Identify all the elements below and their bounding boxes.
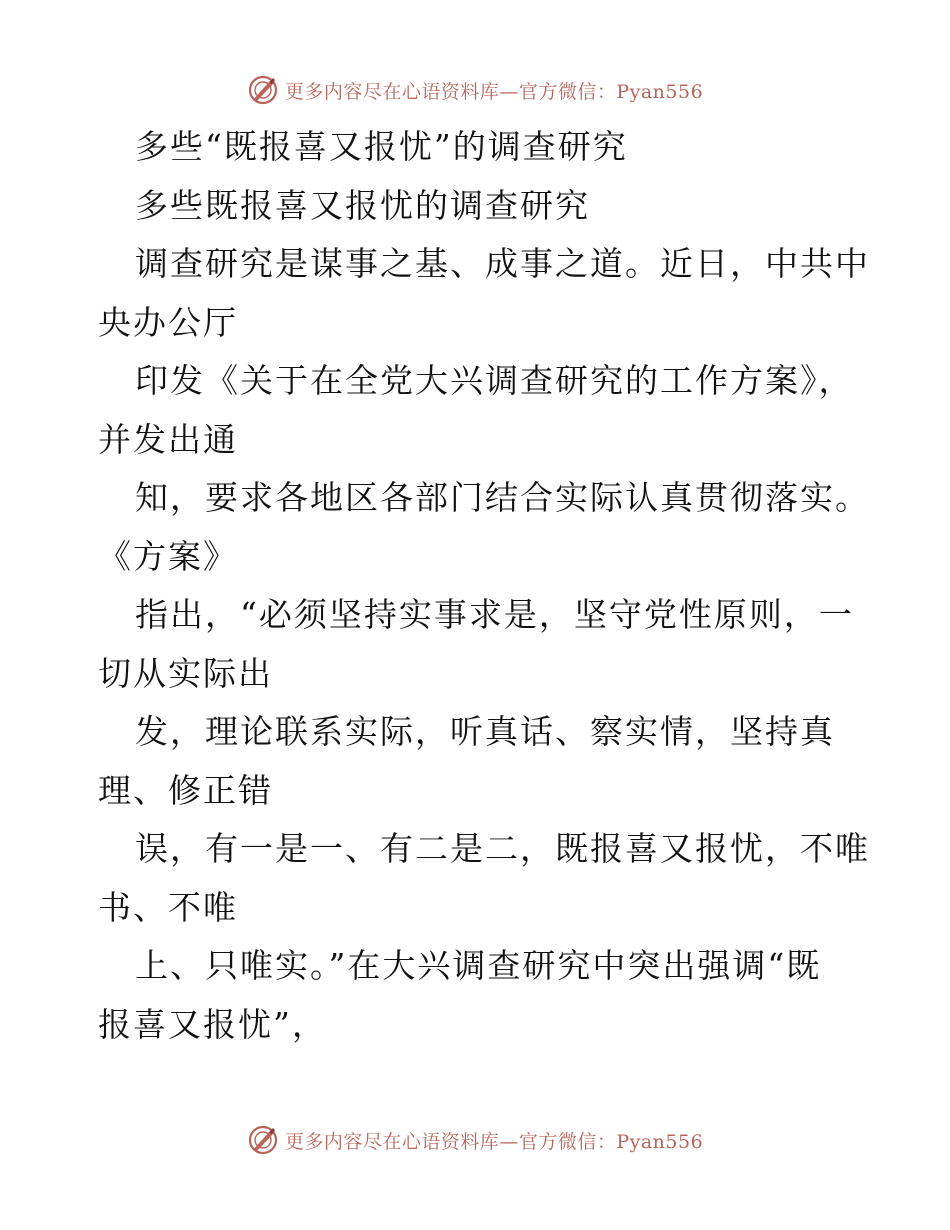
text-line: 指出，“必须坚持实事求是，坚守党性原则，一 bbox=[135, 595, 854, 634]
text-line: 并发出通 bbox=[98, 419, 238, 459]
text-line: 多些既报喜又报忧的调查研究 bbox=[135, 185, 590, 225]
header-watermark bbox=[0, 70, 950, 110]
footer-watermark bbox=[0, 1120, 950, 1160]
body-text bbox=[98, 118, 870, 1054]
text-line: 切从实际出 bbox=[98, 653, 273, 693]
watermark-text: 更多内容尽在心语资料库—官方微信：Pyan556 bbox=[284, 80, 704, 103]
text-line: 知，要求各地区各部门结合实际认真贯彻落实。 bbox=[135, 478, 870, 517]
text-line: 误，有一是一、有二是二，既报喜又报忧，不唯 bbox=[135, 829, 870, 868]
text-line: 印发《关于在全党大兴调查研究的工作方案》， bbox=[135, 361, 854, 400]
text-line: 书、不唯 bbox=[98, 887, 238, 927]
text-line: 上、只唯实。”在大兴调查研究中突出强调“既 bbox=[135, 946, 822, 985]
pen-logo-icon bbox=[247, 74, 279, 106]
watermark-text: 更多内容尽在心语资料库—官方微信：Pyan556 bbox=[284, 1130, 704, 1153]
pen-logo-icon bbox=[247, 1124, 279, 1156]
text-line: 报喜又报忧”， bbox=[98, 1004, 327, 1044]
text-line: 发，理论联系实际，听真话、察实情，坚持真 bbox=[135, 712, 835, 751]
text-line: 调查研究是谋事之基、成事之道。近日，中共中 bbox=[135, 244, 870, 283]
text-line: 多些“既报喜又报忧”的调查研究 bbox=[135, 127, 628, 166]
text-line: 央办公厅 bbox=[98, 302, 238, 342]
text-line: 《方案》 bbox=[98, 536, 238, 576]
text-line: 理、修正错 bbox=[98, 770, 273, 810]
